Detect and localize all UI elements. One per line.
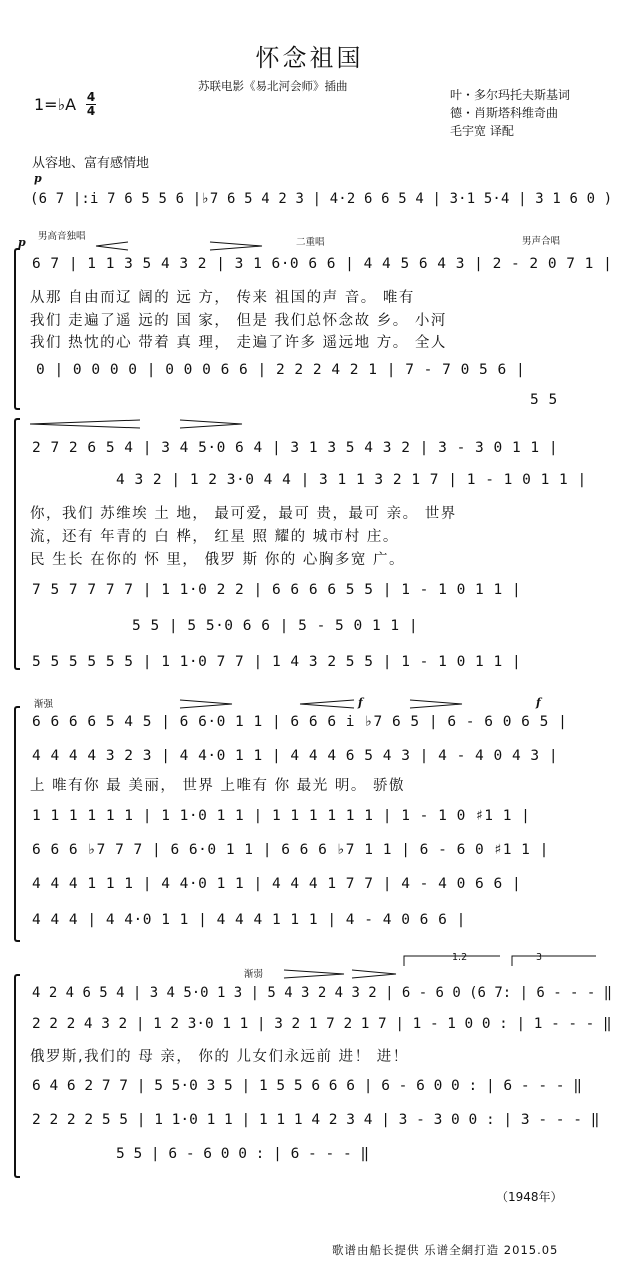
volta-2-bracket: [512, 956, 596, 966]
system-2-voice-3: 7 5 7 7 7 7 | 1 1·0 2 2 | 6 6 6 6 5 5 | 1 - 1 0 1 1 |: [32, 582, 522, 598]
system-3-voice-3: 1 1 1 1 1 1 | 1 1·0 1 1 | 1 1 1 1 1 1 | 1 - 1 0 ♯1 1 |: [32, 808, 531, 824]
system-4-voice-2: 2 2 2 4 3 2 | 1 2 3·0 1 1 | 3 2 1 7 2 1 7 | 1 - 1 0 0 : | 1 - - - ‖: [32, 1016, 612, 1032]
system-3-voice-6: 4 4 4 | 4 4·0 1 1 | 4 4 4 1 1 1 | 4 - 4 0 6 6 |: [32, 912, 466, 928]
crescendo-hairpin-3: [300, 700, 354, 708]
decrescendo-hairpin-6: [352, 970, 396, 978]
volta-2-label: 3: [536, 952, 543, 963]
decrescendo-hairpin-5: [284, 970, 344, 978]
song-title: 怀念祖国: [255, 44, 364, 72]
diminuendo-label: 渐弱: [244, 969, 264, 980]
system-2-voice-4: 5 5 | 5 5·0 6 6 | 5 - 5 0 1 1 |: [132, 618, 419, 634]
decrescendo-hairpin-2: [180, 420, 242, 428]
system-2-voice-2: 4 3 2 | 1 2 3·0 4 4 | 3 1 1 3 2 1 7 | 1 - 1 0 1 1 |: [116, 472, 587, 488]
footer-credit: 歌谱由船长提供 乐谱全網打造 2015.05: [332, 1243, 559, 1257]
system-1-lyric-1: 从那 自由而辽 阔的 远 方， 传来 祖国的声 音。 唯有: [30, 290, 415, 306]
intro-notes: (6 7 |:i 7 6 5 5 6 |♭7 6 5 4 2 3 | 4·2 6 6 5 4 | 3·1 5·4 | 3 1 6 0 ): [30, 191, 613, 207]
system-1-lyric-3: 我们 热忱的心 带着 真 理， 走遍了许多 遥远地 方。 全人: [30, 335, 447, 351]
system-2-lyric-3: 民 生长 在你的 怀 里， 俄罗 斯 你的 心胸多宽 广。: [30, 552, 405, 568]
system-4-voice-3: 6 4 6 2 7 7 | 5 5·0 3 5 | 1 5 5 6 6 6 | 6 - 6 0 0 : | 6 - - - ‖: [32, 1078, 582, 1094]
tenor-solo-label: 男高音独唱: [38, 231, 86, 242]
system-3-voice-5: 4 4 4 1 1 1 | 4 4·0 1 1 | 4 4 4 1 7 7 | 4 - 4 0 6 6 |: [32, 876, 522, 892]
system-3-voice-1: 6 6 6 6 5 4 5 | 6 6·0 1 1 | 6 6 6 i ♭7 6 5 | 6 - 6 0 6 5 |: [32, 714, 568, 730]
dynamic-f-2: f: [536, 696, 541, 709]
system-2-lyric-2: 流，还有 年青的 白 桦， 红星 照 耀的 城市村 庄。: [30, 529, 399, 545]
crescendo-label: 渐强: [34, 699, 54, 710]
composer-credit: 德・肖斯塔科维奇曲: [450, 106, 559, 120]
lyricist-credit: 叶・多尔玛托夫斯基词: [450, 88, 571, 102]
decrescendo-hairpin-4: [410, 700, 462, 708]
system-1-voice-1: 6 7 | 1 1 3 5 4 3 2 | 3 1 6·0 6 6 | 4 4 5 6 4 3 | 2 - 2 0 7 1 |: [32, 256, 613, 272]
system-1-voice-3: 5 5: [530, 392, 558, 408]
time-signature-bottom: 4: [86, 104, 96, 118]
male-chorus-label: 男声合唱: [522, 236, 561, 247]
decrescendo-hairpin-1: [210, 242, 262, 250]
dynamic-p-solo: p: [18, 236, 26, 249]
system-4-voice-4: 2 2 2 2 5 5 | 1 1·0 1 1 | 1 1 1 4 2 3 4 | 3 - 3 0 0 : | 3 - - - ‖: [32, 1112, 600, 1128]
system-2-voice-5: 5 5 5 5 5 5 | 1 1·0 7 7 | 1 4 3 2 5 5 | 1 - 1 0 1 1 |: [32, 654, 522, 670]
year-note: （1948年）: [496, 1190, 563, 1204]
system-4-voice-5: 5 5 | 6 - 6 0 0 : | 6 - - - ‖: [116, 1146, 370, 1162]
key-signature: 1=♭A: [34, 95, 77, 114]
volta-1-bracket: [404, 956, 500, 966]
system-1-voice-2: 0 | 0 0 0 0 | 0 0 0 6 6 | 2 2 2 4 2 1 | 7 - 7 0 5 6 |: [36, 362, 526, 378]
volta-1-label: 1.2: [452, 952, 468, 963]
decrescendo-hairpin-3: [180, 700, 232, 708]
time-signature-top: 4: [86, 90, 96, 104]
translator-credit: 毛宇宽 译配: [450, 124, 514, 138]
system-3-lyric-1: 上 唯有你 最 美丽， 世界 上唯有 你 最光 明。 骄傲: [30, 778, 405, 794]
system-3-voice-4: 6 6 6 ♭7 7 7 | 6 6·0 1 1 | 6 6 6 ♭7 1 1 | 6 - 6 0 ♯1 1 |: [32, 842, 549, 858]
system-2-voice-1: 2 7 2 6 5 4 | 3 4 5·0 6 4 | 3 1 3 5 4 3 2 | 3 - 3 0 1 1 |: [32, 440, 559, 456]
dynamic-f-1: f: [358, 696, 363, 709]
system-3-voice-2: 4 4 4 4 3 2 3 | 4 4·0 1 1 | 4 4 4 6 5 4 3 | 4 - 4 0 4 3 |: [32, 748, 559, 764]
system-2-lyric-1: 你，我们 苏维埃 土 地， 最可爱，最可 贵，最可 亲。 世界: [30, 506, 457, 522]
subtitle: 苏联电影《易北河会师》插曲: [198, 79, 348, 93]
dynamic-p-intro: p: [34, 172, 42, 185]
tempo-marking: 从容地、富有感情地: [32, 156, 150, 171]
system-4-voice-1: 4 2 4 6 5 4 | 3 4 5·0 1 3 | 5 4 3 2 4 3 2 | 6 - 6 0 (6 7: | 6 - - - ‖: [32, 985, 613, 1001]
crescendo-hairpin-1: [96, 242, 128, 250]
duet-label: 二重唱: [296, 237, 325, 248]
system-1-lyric-2: 我们 走遍了遥 远的 国 家， 但是 我们总怀念故 乡。 小河: [30, 313, 447, 329]
crescendo-hairpin-2: [30, 420, 140, 428]
system-4-lyric-1: 俄罗斯,我们的 母 亲， 你的 儿女们永远前 进！ 进！: [30, 1049, 409, 1065]
